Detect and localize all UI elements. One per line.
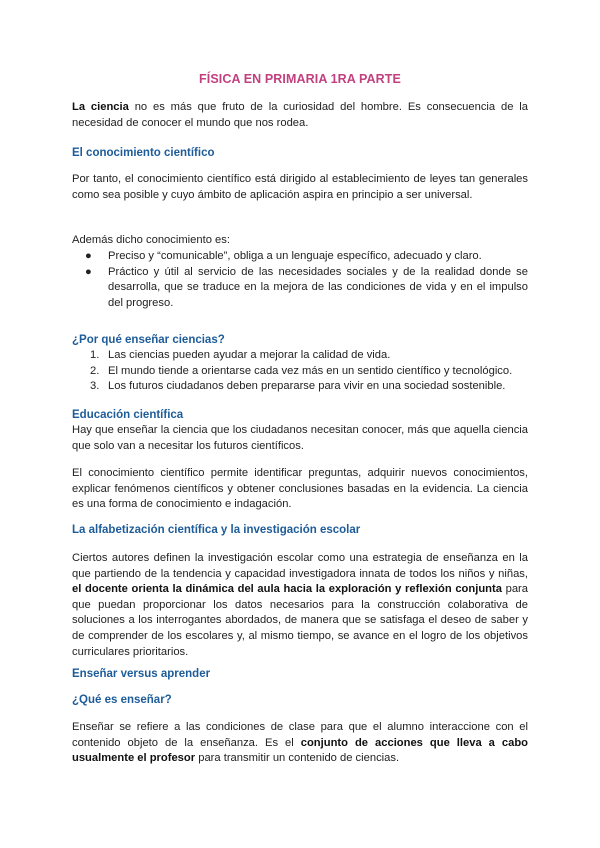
alfabetizacion-bold: el docente orienta la dinámica del aula hacia la exploración y reflexión conjunta: [72, 583, 502, 596]
heading-conocimiento: El conocimiento científico: [72, 147, 215, 159]
bullet-list: [72, 249, 528, 311]
list-number: 1.: [90, 349, 100, 361]
heading-ensenar-vs-aprender: Enseñar versus aprender: [72, 668, 211, 680]
bullet-icon: ●: [85, 265, 92, 278]
heading-educacion: Educación científica: [72, 409, 184, 421]
list-item: 2. El mundo tiende a orientarse cada vez más en un sentido científico y tecnológico.: [72, 364, 528, 380]
intro-text: no es más que fruto de la curiosidad del hombre. Es consecuencia de la necesidad de conocer el mundo que nos rodea.: [72, 101, 528, 129]
list-item: ● Práctico y útil al servicio de las necesidades sociales y de la realidad donde se desarrolla, que se traduce en la mejora de las condiciones de vida y en el impulso del progreso.: [85, 265, 528, 309]
heading-porque: ¿Por qué enseñar ciencias?: [72, 334, 225, 346]
bullet-icon: ●: [85, 250, 92, 262]
list-item: ● Preciso y “comunicable”, obliga a un lenguaje específico, adecuado y claro.: [72, 249, 528, 265]
paragraph-alfabetizacion: Ciertos autores definen la investigación escolar como una estrategia de enseñanza en la que partiendo de la tendencia y capacidad investigadora innata de todos los niños y niñas, el docente orienta la dinámica del aula hacia la exploración y reflexión conjunta para que puedan proporcionar los datos necesarios para la construcción colaborativa de soluciones a los interrogantes abordados, de manera que se satisfaga el deseo de saber y de comprender de los escolares y, al mismo tiempo, se avance en el logro de los objetivos curriculares prioritarios.: [72, 552, 528, 658]
list-item: 1. Las ciencias pueden ayudar a mejorar la calidad de vida.: [72, 348, 528, 364]
paragraph-educacion-2: El conocimiento científico permite identificar preguntas, adquirir nuevos conocimientos, explicar fenómenos científicos y obtener conclusiones basadas en la evidencia. La ciencia es una forma de conocimiento e indagación.: [72, 467, 528, 511]
heading-alfabetizacion: La alfabetización científica y la investigación escolar: [72, 524, 361, 536]
document-title: FÍSICA EN PRIMARIA 1RA PARTE: [199, 72, 401, 86]
paragraph-educacion-1: Hay que enseñar la ciencia que los ciudadanos necesitan conocer, más que aquella ciencia que solo van a necesitar los futuros científicos.: [72, 424, 528, 452]
paragraph-ensenar: Enseñar se refiere a las condiciones de clase para que el alumno interaccione con el contenido objeto de la enseñanza. Es el conjunto de acciones que lleva a cabo usualmente el profesor para transmitir un contenido de ciencias.: [72, 721, 528, 765]
list-number: 2.: [90, 364, 100, 377]
ademas-text: Además dicho conocimiento es:: [72, 234, 230, 246]
list-item: 3. Los futuros ciudadanos deben prepararse para vivir en una sociedad sostenible.: [72, 379, 528, 395]
heading-que-es-ensenar: ¿Qué es enseñar?: [72, 694, 172, 706]
list-number: 3.: [90, 380, 100, 393]
intro-bold: La ciencia: [72, 101, 129, 113]
ensenar-bold: conjunto de acciones que lleva a cabo usualmente el profesor: [72, 736, 528, 765]
paragraph-conocimiento: Por tanto, el conocimiento científico está dirigido al establecimiento de leyes tan generales como sea posible y cuyo ámbito de aplicación aspira en principio a ser universal.: [72, 173, 528, 201]
intro-paragraph: [72, 100, 528, 131]
numbered-list: [72, 348, 528, 395]
